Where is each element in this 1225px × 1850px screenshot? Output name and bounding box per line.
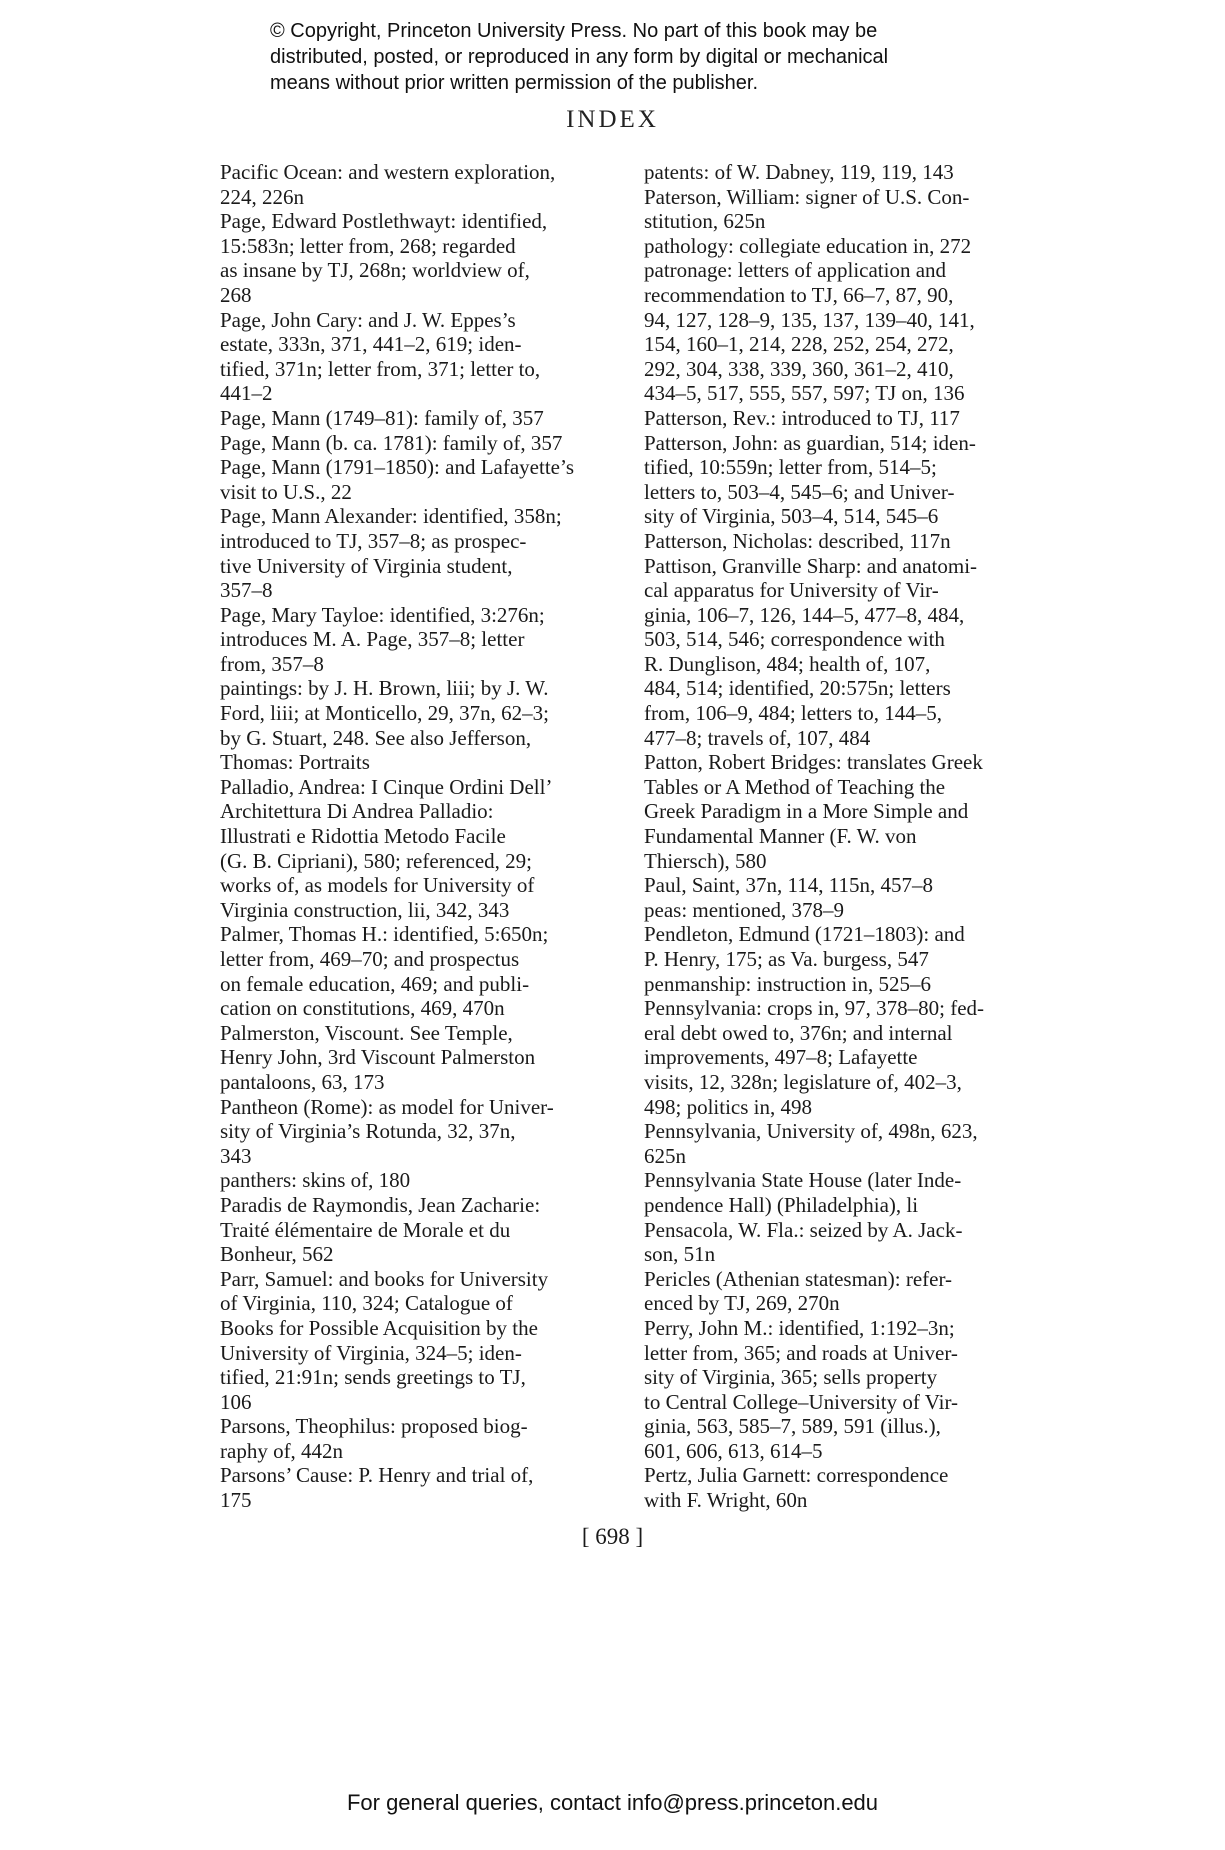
- index-entry-line: from, 106–9, 484; letters to, 144–5,: [644, 701, 943, 726]
- index-entry-line: penmanship: instruction in, 525–6: [644, 971, 931, 996]
- index-entry-line: son, 51n: [644, 1242, 716, 1267]
- index-column-right: [644, 160, 1064, 1513]
- index-entry: [644, 431, 1064, 529]
- index-entry-line: Paul, Saint, 37n, 114, 115n, 457–8: [644, 873, 933, 898]
- index-entry-line: Parsons’ Cause: P. Henry and trial of,: [220, 1463, 534, 1488]
- index-entry-line: pantaloons, 63, 173: [220, 1069, 385, 1094]
- index-entry: [220, 1267, 640, 1415]
- index-entry-line: 441–2: [220, 381, 273, 406]
- footer-contact: For general queries, contact info@press.princeton.edu: [346, 1790, 879, 1815]
- index-entry-line: works of, as models for University of: [220, 873, 535, 898]
- index-entry-line: Pennsylvania, University of, 498n, 623,: [644, 1119, 978, 1144]
- index-entry-line: Thiersch), 580: [644, 848, 767, 873]
- index-entry-line: from, 357–8: [220, 651, 324, 676]
- index-entry: [644, 750, 1064, 873]
- index-entry-line: Pertz, Julia Garnett: correspondence: [644, 1463, 949, 1488]
- index-entry: [644, 873, 1064, 898]
- index-entry-line: Books for Possible Acquisition by the: [220, 1315, 538, 1340]
- index-entry-line: Page, Mann Alexander: identified, 358n;: [220, 504, 562, 529]
- index-entry-line: of Virginia, 110, 324; Catalogue of: [220, 1291, 513, 1316]
- index-entry: [644, 258, 1064, 406]
- index-entry-line: 94, 127, 128–9, 135, 137, 139–40, 141,: [644, 307, 975, 332]
- index-entry: [220, 676, 640, 774]
- index-entry-line: ginia, 563, 585–7, 589, 591 (illus.),: [644, 1414, 941, 1439]
- index-entry-line: Pantheon (Rome): as model for Univer-: [220, 1094, 554, 1119]
- running-head: INDEX: [566, 106, 659, 133]
- index-entry-line: sity of Virginia, 365; sells property: [644, 1365, 938, 1390]
- index-entry-line: 292, 304, 338, 339, 360, 361–2, 410,: [644, 356, 954, 381]
- index-entry-line: tified, 371n; letter from, 371; letter to,: [220, 356, 541, 381]
- index-entry-line: improvements, 497–8; Lafayette: [644, 1045, 918, 1070]
- index-entry-line: Page, Mary Tayloe: identified, 3:276n;: [220, 602, 545, 627]
- index-entry-line: Pennsylvania: crops in, 97, 378–80; fed-: [644, 996, 985, 1021]
- index-entry: [220, 455, 640, 504]
- index-entry-line: stitution, 625n: [644, 209, 766, 234]
- index-entry: [220, 922, 640, 1020]
- index-entry: [220, 1463, 640, 1512]
- index-entry-line: 106: [220, 1389, 252, 1414]
- index-column-left: [220, 160, 640, 1513]
- index-entry-line: Paradis de Raymondis, Jean Zacharie:: [220, 1192, 541, 1217]
- index-entry-line: eral debt owed to, 376n; and internal: [644, 1020, 953, 1045]
- copyright-line: distributed, posted, or reproduced in any form by digital or mechanical: [270, 46, 889, 68]
- index-entry: [644, 996, 1064, 1119]
- index-entry-line: to Central College–University of Vir-: [644, 1389, 959, 1414]
- index-entry-line: cal apparatus for University of Vir-: [644, 578, 939, 603]
- index-entry: [220, 406, 640, 431]
- index-entry: [220, 603, 640, 677]
- index-entry: [644, 160, 1064, 185]
- index-entry: [644, 185, 1064, 234]
- index-entry: [220, 160, 640, 209]
- index-entry-line: patronage: letters of application and: [644, 258, 947, 283]
- index-entry-line: Page, Mann (1791–1850): and Lafayette’s: [220, 455, 574, 480]
- index-entry-line: tified, 21:91n; sends greetings to TJ,: [220, 1365, 526, 1390]
- index-entry-line: Pacific Ocean: and western exploration,: [220, 160, 556, 184]
- index-entry: [644, 898, 1064, 923]
- index-entry-line: P. Henry, 175; as Va. burgess, 547: [644, 947, 929, 971]
- index-entry: [644, 554, 1064, 751]
- index-entry-line: peas: mentioned, 378–9: [644, 897, 845, 922]
- index-entry-line: Palladio, Andrea: I Cinque Ordini Dell’: [220, 774, 553, 799]
- index-entry: [644, 529, 1064, 554]
- index-entry-line: Patton, Robert Bridges: translates Greek: [644, 750, 983, 775]
- copyright-line: © Copyright, Princeton University Press. No part of this book may be: [270, 20, 878, 42]
- index-entry-line: ginia, 106–7, 126, 144–5, 477–8, 484,: [644, 602, 965, 627]
- index-entry-line: Palmerston, Viscount. See Temple,: [220, 1020, 513, 1045]
- index-entry-line: recommendation to TJ, 66–7, 87, 90,: [644, 282, 954, 307]
- index-entry-line: 224, 226n: [220, 184, 304, 209]
- index-entry-line: Bonheur, 562: [220, 1242, 334, 1267]
- index-entry: [220, 431, 640, 456]
- index-entry-line: cation on constitutions, 469, 470n: [220, 996, 505, 1021]
- index-entry-line: Page, Mann (1749–81): family of, 357: [220, 405, 544, 430]
- copyright-notice: [270, 18, 990, 96]
- copyright-line: means without prior written permission of the publisher.: [270, 72, 759, 94]
- index-entry-line: paintings: by J. H. Brown, liii; by J. W.: [220, 676, 549, 701]
- index-entry-line: 503, 514, 546; correspondence with: [644, 627, 945, 652]
- index-entry-line: University of Virginia, 324–5; iden-: [220, 1340, 522, 1365]
- index-entry-line: Patterson, John: as guardian, 514; iden-: [644, 430, 976, 455]
- index-entry-line: as insane by TJ, 268n; worldview of,: [220, 258, 530, 283]
- index-entry-line: pendence Hall) (Philadelphia), li: [644, 1192, 919, 1217]
- index-entry-line: 343: [220, 1143, 252, 1168]
- index-entry-line: by G. Stuart, 248. See also Jefferson,: [220, 725, 532, 750]
- index-entry: [644, 406, 1064, 431]
- index-entry-line: Ford, liii; at Monticello, 29, 37n, 62–3;: [220, 701, 549, 726]
- index-entry-line: estate, 333n, 371, 441–2, 619; iden-: [220, 332, 522, 357]
- index-entry: [220, 1193, 640, 1267]
- index-entry-line: Parr, Samuel: and books for University: [220, 1266, 549, 1291]
- index-entry-line: 601, 606, 613, 614–5: [644, 1438, 823, 1463]
- index-entry-line: Fundamental Manner (F. W. von: [644, 824, 917, 849]
- index-entry-line: Architettura Di Andrea Palladio:: [220, 799, 494, 824]
- index-entry: [644, 1168, 1064, 1217]
- index-entry: [644, 1267, 1064, 1316]
- index-entry-line: Page, Edward Postlethwayt: identified,: [220, 209, 548, 234]
- index-entry-line: 434–5, 517, 555, 557, 597; TJ on, 136: [644, 381, 965, 406]
- index-entry-line: patents: of W. Dabney, 119, 119, 143: [644, 160, 954, 184]
- index-entry-line: Greek Paradigm in a More Simple and: [644, 799, 969, 824]
- index-entry-line: Virginia construction, lii, 342, 343: [220, 897, 510, 922]
- index-entry-line: Palmer, Thomas H.: identified, 5:650n;: [220, 922, 549, 947]
- index-entry-line: (G. B. Cipriani), 580; referenced, 29;: [220, 848, 532, 873]
- index-entry: [220, 1168, 640, 1193]
- index-entry-line: letters to, 503–4, 545–6; and Univer-: [644, 479, 955, 504]
- index-entry: [644, 1463, 1064, 1512]
- index-entry-line: with F. Wright, 60n: [644, 1488, 808, 1513]
- index-entry-line: Patterson, Nicholas: described, 117n: [644, 528, 951, 553]
- page-number: [ 698 ]: [581, 1524, 644, 1549]
- index-entry-line: Pericles (Athenian statesman): refer-: [644, 1266, 953, 1291]
- index-entry-line: sity of Virginia, 503–4, 514, 545–6: [644, 504, 939, 529]
- index-entry-line: sity of Virginia’s Rotunda, 32, 37n,: [220, 1119, 516, 1144]
- index-entry-line: Pendleton, Edmund (1721–1803): and: [644, 922, 965, 947]
- index-entry-line: introduced to TJ, 357–8; as prospec-: [220, 528, 527, 553]
- index-entry-line: Page, John Cary: and J. W. Eppes’s: [220, 307, 516, 332]
- index-entry: [220, 1070, 640, 1095]
- index-entry-line: Perry, John M.: identified, 1:192–3n;: [644, 1315, 955, 1340]
- index-entry-line: 625n: [644, 1143, 686, 1168]
- index-entry-line: pathology: collegiate education in, 272: [644, 233, 972, 258]
- index-entry-line: tified, 10:559n; letter from, 514–5;: [644, 455, 937, 480]
- index-entry-line: Thomas: Portraits: [220, 750, 370, 775]
- index-entry: [220, 1021, 640, 1070]
- index-entry-line: 477–8; travels of, 107, 484: [644, 725, 871, 750]
- index-entry-line: letter from, 365; and roads at Univer-: [644, 1340, 958, 1365]
- index-entry-line: 484, 514; identified, 20:575n; letters: [644, 676, 951, 701]
- index-entry: [644, 1316, 1064, 1464]
- index-entry-line: visits, 12, 328n; legislature of, 402–3,: [644, 1069, 962, 1094]
- index-entry-line: Pattison, Granville Sharp: and anatomi-: [644, 553, 978, 578]
- index-entry: [644, 1119, 1064, 1168]
- index-entry: [220, 775, 640, 923]
- index-entry-line: Parsons, Theophilus: proposed biog-: [220, 1414, 528, 1439]
- index-entry: [220, 1414, 640, 1463]
- index-entry-line: Tables or A Method of Teaching the: [644, 774, 946, 799]
- index-entry-line: 15:583n; letter from, 268; regarded: [220, 233, 516, 258]
- index-entry: [220, 504, 640, 602]
- index-entry: [220, 308, 640, 406]
- index-entry: [644, 234, 1064, 259]
- index-entry-line: on female education, 469; and publi-: [220, 971, 530, 996]
- index-entry-line: Page, Mann (b. ca. 1781): family of, 357: [220, 430, 563, 455]
- index-entry-line: panthers: skins of, 180: [220, 1168, 411, 1193]
- index-entry: [644, 972, 1064, 997]
- index-entry-line: introduces M. A. Page, 357–8; letter: [220, 627, 525, 652]
- index-entry: [644, 1218, 1064, 1267]
- index-entry-line: 154, 160–1, 214, 228, 252, 254, 272,: [644, 332, 954, 357]
- index-entry-line: 498; politics in, 498: [644, 1094, 812, 1119]
- index-entry-line: raphy of, 442n: [220, 1438, 344, 1463]
- index-entry-line: enced by TJ, 269, 270n: [644, 1291, 840, 1316]
- index-entry-line: tive University of Virginia student,: [220, 553, 513, 578]
- index-entry-line: 357–8: [220, 578, 273, 603]
- index-entry-line: Paterson, William: signer of U.S. Con-: [644, 184, 970, 209]
- index-entry-line: 175: [220, 1488, 252, 1513]
- index-entry-line: Illustrati e Ridottia Metodo Facile: [220, 824, 506, 849]
- index-entry-line: 268: [220, 282, 252, 307]
- index-entry-line: Henry John, 3rd Viscount Palmerston: [220, 1045, 536, 1070]
- index-entry-line: Traité élémentaire de Morale et du: [220, 1217, 511, 1242]
- index-entry: [644, 922, 1064, 971]
- index-entry-line: visit to U.S., 22: [220, 479, 352, 504]
- index-entry-line: letter from, 469–70; and prospectus: [220, 947, 520, 971]
- index-entry: [220, 209, 640, 307]
- index-entry-line: Patterson, Rev.: introduced to TJ, 117: [644, 405, 960, 430]
- index-entry-line: R. Dunglison, 484; health of, 107,: [644, 651, 931, 676]
- index-entry-line: Pensacola, W. Fla.: seized by A. Jack-: [644, 1217, 963, 1242]
- index-entry: [220, 1095, 640, 1169]
- index-entry-line: Pennsylvania State House (later Inde-: [644, 1168, 962, 1193]
